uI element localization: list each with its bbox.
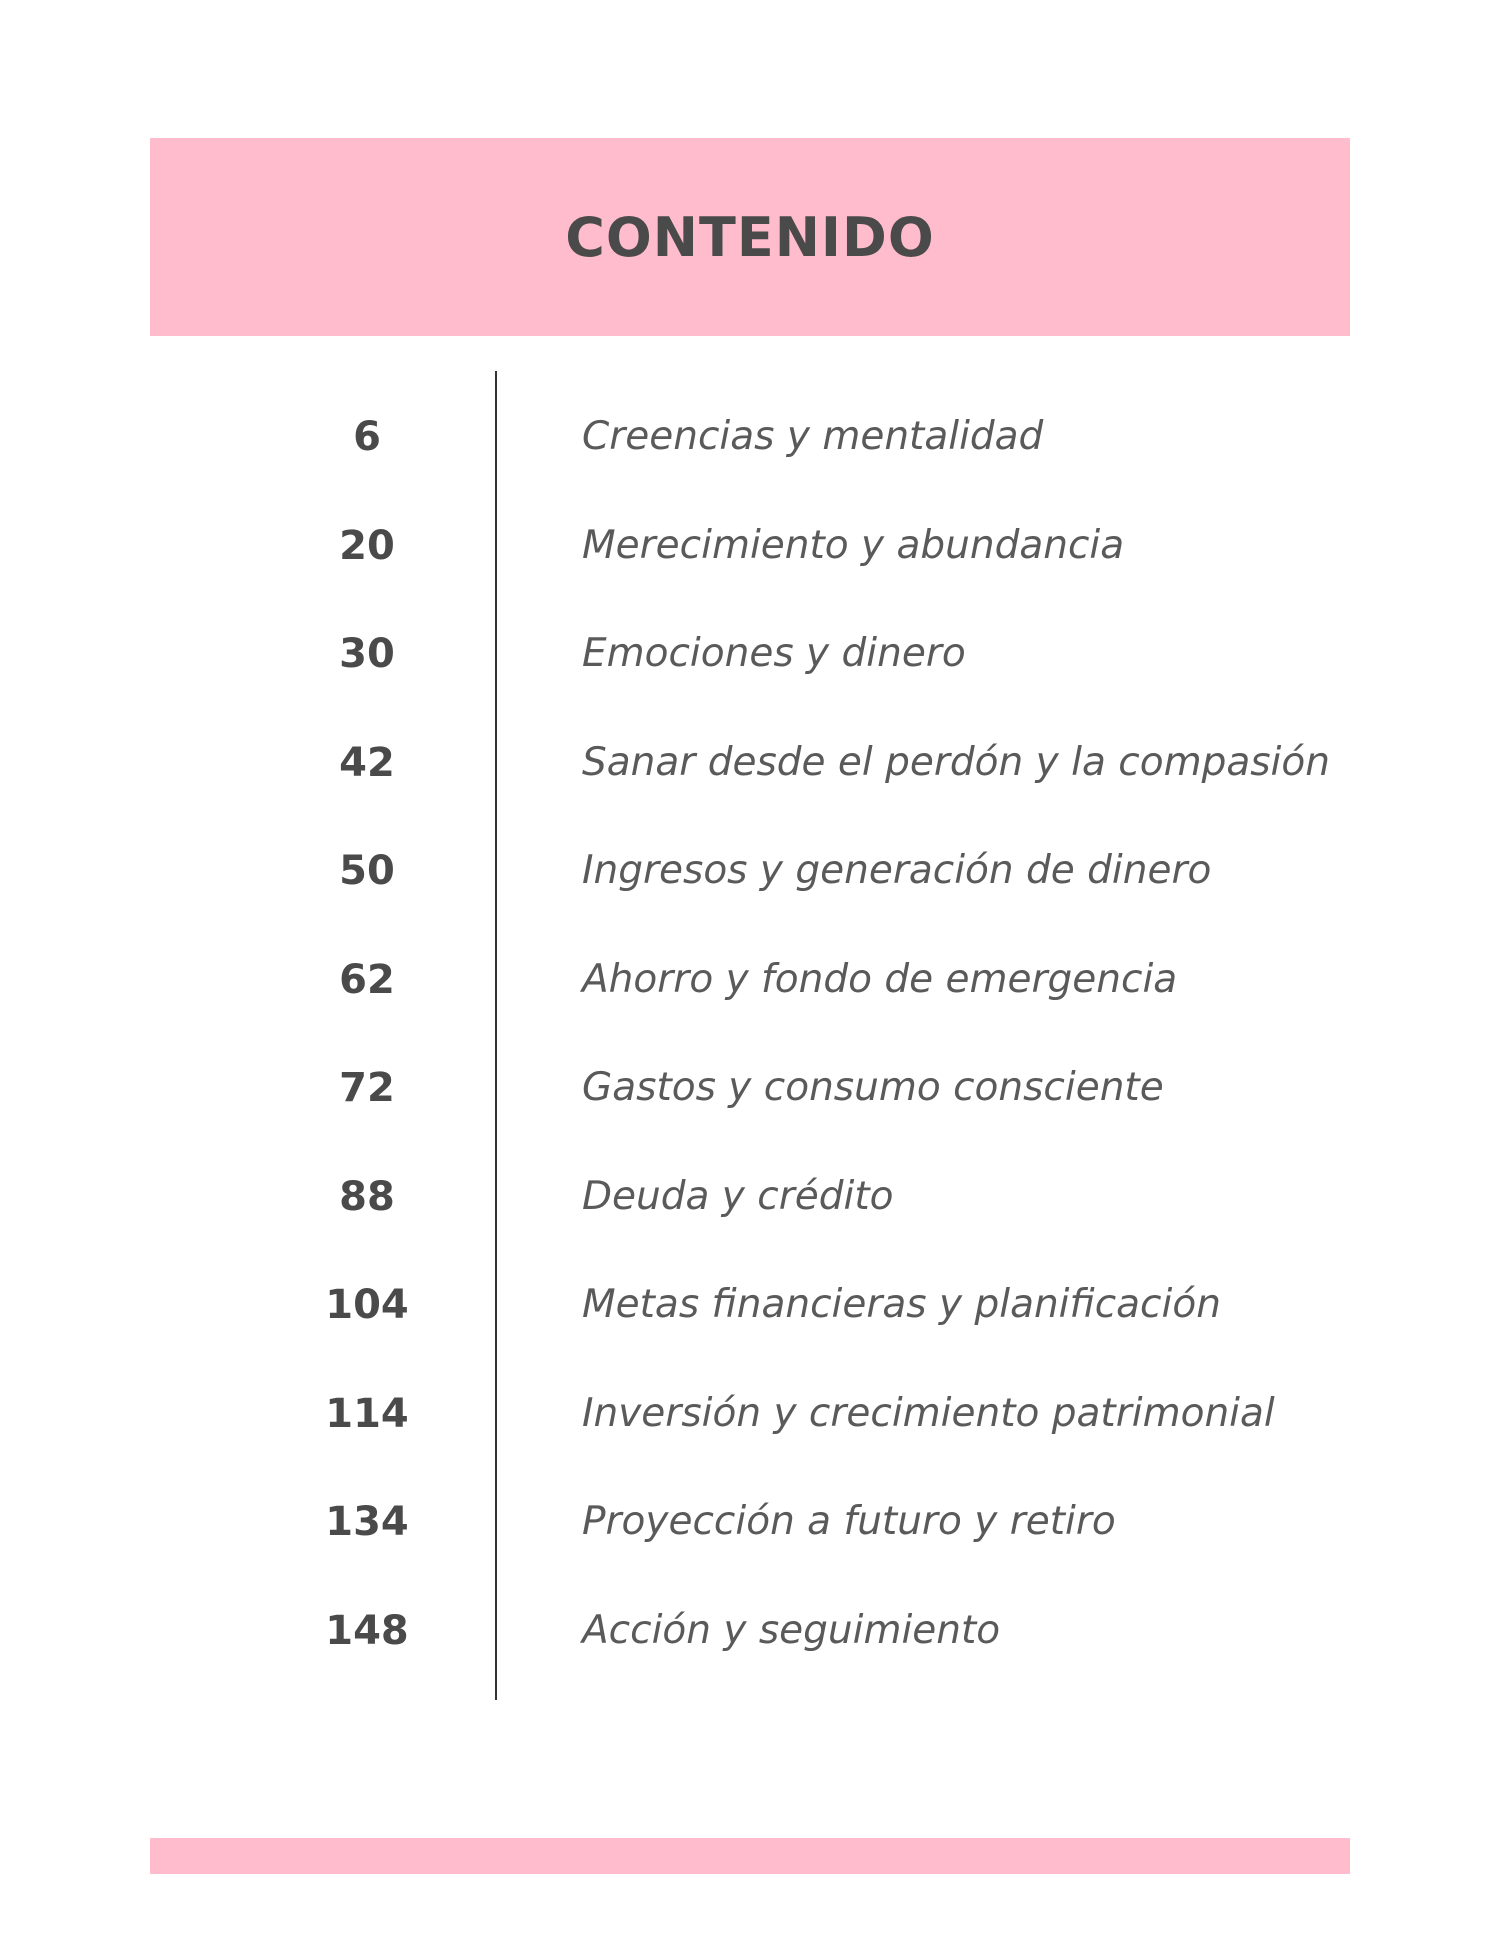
toc-chapter-title: Merecimiento y abundancia: [582, 522, 1125, 568]
toc-page-number: 6: [353, 414, 381, 460]
toc-entry[interactable]: [0, 1058, 1500, 1118]
toc-page-number: 20: [339, 522, 395, 569]
toc-page-number: 72: [339, 1065, 395, 1111]
toc-page-number: 50: [339, 848, 395, 894]
toc-page-number: 62: [339, 956, 395, 1003]
toc-page-number: 88: [339, 1173, 395, 1220]
toc-entry[interactable]: [0, 950, 1500, 1010]
toc-chapter-title: Emociones y dinero: [582, 631, 966, 676]
toc-entry[interactable]: [0, 841, 1500, 901]
toc-entry[interactable]: [0, 516, 1500, 576]
toc-page-number: 104: [325, 1282, 409, 1328]
toc-entry[interactable]: [0, 624, 1500, 684]
footer-band: [150, 1838, 1350, 1874]
toc-entry[interactable]: [0, 1492, 1500, 1552]
toc-chapter-title: Gastos y consumo consciente: [582, 1065, 1164, 1110]
toc-entry[interactable]: [0, 1601, 1500, 1661]
toc-page-number: 30: [339, 631, 395, 677]
toc-chapter-title: Metas financieras y planificación: [582, 1282, 1221, 1327]
toc-chapter-title: Acción y seguimiento: [582, 1607, 1001, 1653]
page-title: CONTENIDO: [565, 205, 935, 269]
toc-chapter-title: Inversión y crecimiento patrimonial: [582, 1390, 1275, 1436]
toc-entry[interactable]: [0, 1275, 1500, 1335]
toc-entry[interactable]: [0, 1384, 1500, 1444]
toc-page-number: 42: [339, 739, 395, 786]
toc-chapter-title: Deuda y crédito: [582, 1173, 894, 1219]
toc-entry[interactable]: [0, 733, 1500, 793]
header-band: [150, 138, 1350, 336]
toc-chapter-title: Creencias y mentalidad: [582, 414, 1044, 459]
toc-chapter-title: Ingresos y generación de dinero: [582, 848, 1212, 893]
toc-page-number: 134: [325, 1499, 409, 1545]
toc-page-number: 148: [325, 1607, 409, 1654]
toc-chapter-title: Proyección a futuro y retiro: [582, 1499, 1116, 1544]
toc-page-number: 114: [325, 1390, 409, 1437]
toc-entry[interactable]: [0, 1167, 1500, 1227]
toc-entry[interactable]: [0, 407, 1500, 467]
toc-chapter-title: Ahorro y fondo de emergencia: [582, 956, 1178, 1002]
toc-chapter-title: Sanar desde el perdón y la compasión: [582, 739, 1330, 785]
